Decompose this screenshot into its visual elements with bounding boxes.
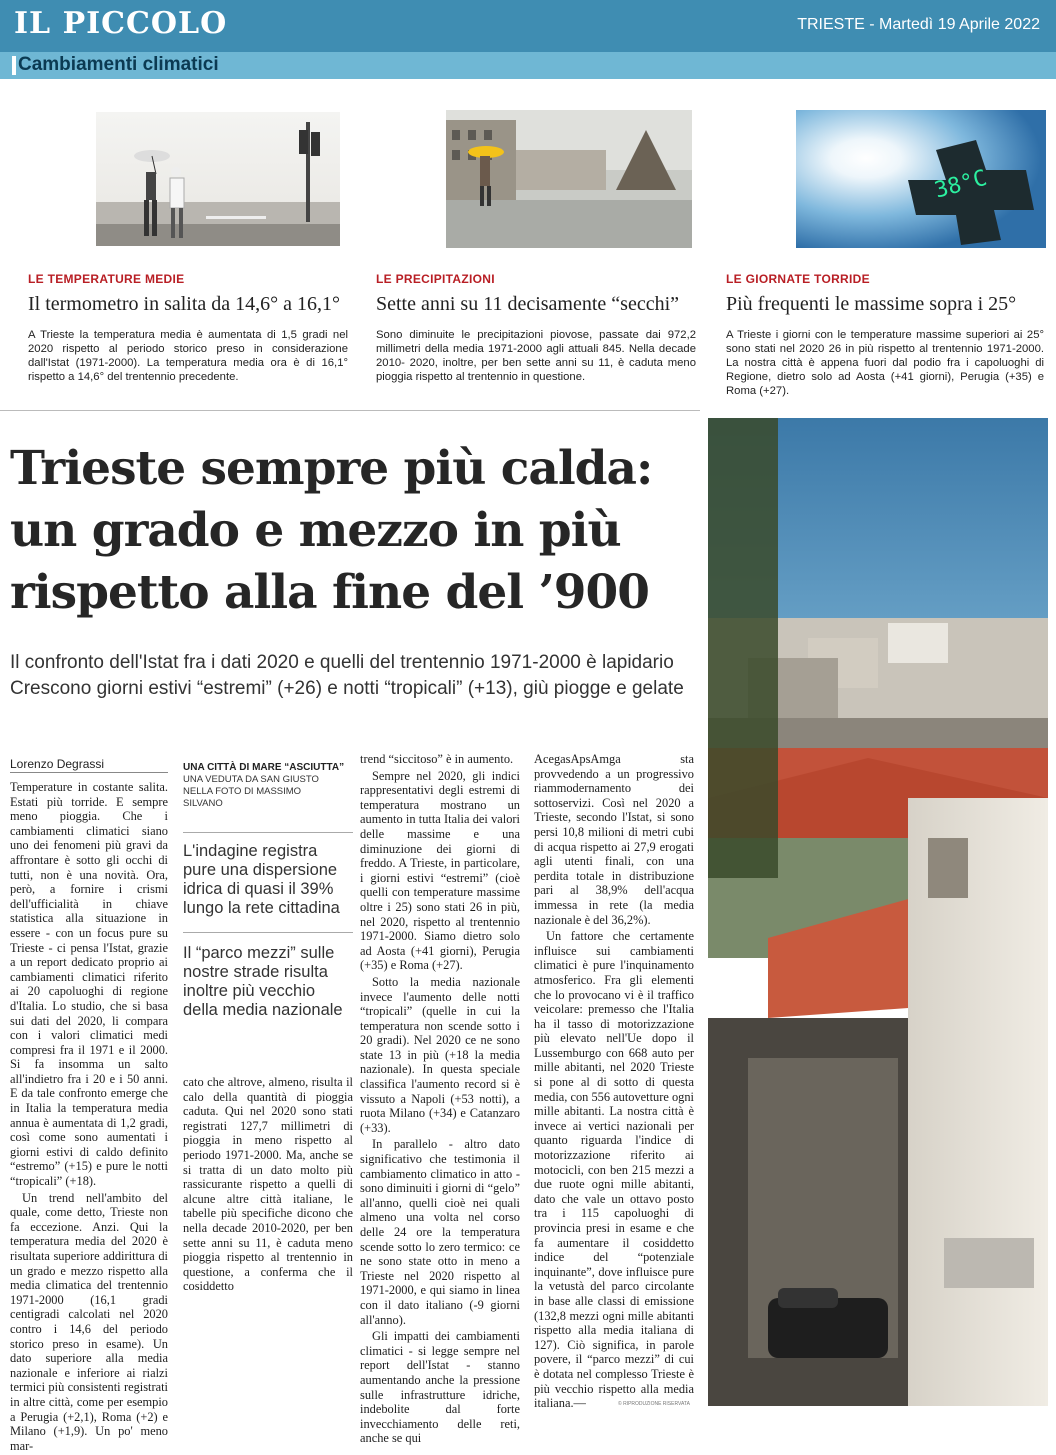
article-subhead [10, 650, 710, 702]
subhead-line: Crescono giorni estivi “estremi” (+26) e notti “tropicali” (+13), giù piogge e gelate [10, 678, 684, 699]
paragraph: AcegasApsAmga sta provvedendo a un progressivo riammodernamento dei sottoservizi. Così nel 2020 a Trieste, secondo l'Istat, si sono persi 10,8 milioni di metri cubi di acqua rispetto ai 27,9 erogati agli utenti finali, con una perdita totale in distribuzione pari al 38,9% dell'acqua immessa in rete (la media nazionale è del 36,2%). [534, 752, 694, 927]
photo-umbrella-street [96, 112, 340, 246]
photo-caption-kicker: UNA CITTÀ DI MARE “ASCIUTTA” [183, 762, 345, 773]
article-column-1 [10, 780, 168, 1455]
pull-quote: L'indagine registra pure una dispersione idrica di quasi il 39% lungo la rete cittadina [183, 842, 340, 917]
box-title: Sette anni su 11 decisamente “secchi” [376, 293, 680, 315]
article-column-4 [534, 752, 694, 1413]
paragraph: Un trend nell'ambito del quale, come detto, Trieste non fa eccezione. Anzi. Qui la temperatura media del 2020 è risultata superiore addirittura di un grado e mezzo rispetto alla media climatica del trentennio 1971-2000 (16,1 gradi centigradi calcolati nel 2020 contro i 14,6 del periodo storico preso in esame). Un dato superiore alla media nazionale e inferiore ai rialzi termici più consistenti registrati in altre città, come per esempio a Perugia (+2,1), Roma (+2) e Milano (+1,9). Un po' meno mar- [10, 1190, 168, 1453]
byline-rule [10, 772, 168, 773]
box-kicker: LE PRECIPITAZIONI [376, 272, 495, 286]
masthead [0, 0, 1056, 52]
subhead-line: Il confronto dell'Istat fra i dati 2020 e quelli del trentennio 1971-2000 è lapidario [10, 652, 674, 673]
box-text: A Trieste i giorni con le temperature massime superiori ai 25° sono stati nel 2020 26 in più rispetto al trentennio 1971-2000. La nostra città è appena fuori dal podio fra i capoluoghi di Regione, dietro solo ad Aosta (+41 giorni), Perugia (+35) e Roma (+27). [726, 329, 1044, 397]
section-bar [0, 52, 1056, 79]
photo-rainy-piazza [446, 110, 692, 248]
info-box-temperature [28, 272, 348, 384]
box-kicker: LE TEMPERATURE MEDIE [28, 272, 185, 286]
paragraph: Un fattore che certamente influisce sui cambiamenti climatici è pure l'inquinamento atmosferico. Fra gli elementi che lo provocano vi è il traffico veicolare: premesso che l'Italia ha il tasso di motorizzazione più elevato nell'Ue dopo il Lussemburgo con 668 auto per mille abitanti, nel 2020 Trieste si pone al di sotto di questa media, con 556 autovetture ogni mille abitanti. La nostra città è invece ai vertici nazionali per quanto riguarda l'indice di motorizzazione riferito ai motocicli, con ben 215 mezzi a due ruote ogni mille abitanti, dato che vale un ottavo posto tra i 115 capoluoghi di provincia presi in esame e che fa aumentare il cosiddetto indice del “potenziale inquinante”, dove influisce pure la vetustà del parco circolante in base alle classi di emissione (132,8 mezzi ogni mille abitanti rispetto alla media italiana di 127). Ciò significa, in parole povere, il “parco mezzi” di cui è dotata nel complesso Trieste è più vecchio rispetto alla media italiana.— [534, 929, 695, 1411]
newspaper-logo: IL PICCOLO [14, 6, 228, 41]
box-kicker: LE GIORNATE TORRIDE [726, 272, 870, 286]
paragraph: Sotto la media nazionale invece l'aumento delle notti “tropicali” (quelle in cui la temperatura non scende sotto i 20 gradi). Nel 2020 ce ne sono state 13 in più (+18 la media nazionale). In questa speciale classifica l'aumento record si è vissuto a Napoli (+53 notti), a ruota Milano (+34) e Catanzaro (+33). [360, 974, 520, 1135]
svg-text:38°C: 38°C [932, 165, 990, 204]
quote-rule [183, 832, 353, 833]
section-title: Cambiamenti climatici [18, 54, 219, 75]
box-title: Più frequenti le massime sopra i 25° [726, 293, 1017, 315]
paragraph: Gli impatti dei cambiamenti climatici - si legge sempre nel report dell'Istat - stanno aumentando anche la pressione sulle infrastrutture idriche, indebolite dal forte invecchiamento delle reti, anche se qui [360, 1329, 520, 1446]
info-box-hot-days [726, 272, 1044, 398]
section-marker [12, 56, 16, 75]
article-column-3 [360, 752, 520, 1448]
photo-trieste-view [708, 418, 1048, 1406]
box-text: A Trieste la temperatura media è aumentata di 1,5 gradi nel 2020 rispetto al periodo storico preso in considerazione dall'Istat (1971-2000). La temperatura media ora è di 16,1° rispetto a 14,6° del trentennio precedente. [28, 329, 348, 383]
dateline: TRIESTE - Martedì 19 Aprile 2022 [797, 16, 1040, 33]
photo-sun-thermometer [796, 110, 1046, 248]
box-text: Sono diminuite le precipitazioni piovose, passate dai 972,2 millimetri della media 1971-2000 agli attuali 845. Nella decade 2010- 2020, inoltre, per ben sette anni su 11, è caduta meno pioggia rispetto al trentennio in questione. [376, 329, 696, 383]
quote-rule [183, 932, 353, 933]
article-column-2 [183, 1075, 353, 1296]
paragraph: cato che altrove, almeno, risulta il calo della quantità di pioggia caduta. Qui nel 2020 sono stati registrati 127,7 millimetri di pioggia in meno rispetto al periodo 1971-2000. Ma, anche se si tratta di un dato molto più rassicurante rispetto a quelli di alcune altre città italiane, le tabelle più specifiche dicono che nella decade 2010-2020, per ben sette anni su 11, è caduta meno pioggia rispetto al trentennio in questione, a conferma che il cosiddetto [183, 1075, 353, 1294]
byline: Lorenzo Degrassi [10, 757, 105, 771]
box-title: Il termometro in salita da 14,6° a 16,1° [28, 293, 341, 315]
photo-caption-text: UNA VEDUTA DA SAN GIUSTO NELLA FOTO DI MASSIMO SILVANO [183, 774, 319, 809]
paragraph: Sempre nel 2020, gli indici rappresentativi degli estremi di temperatura mostrano un aumento in tutta Italia dei valori delle massime e una diminuzione dei giorni di freddo. A Trieste, in particolare, i giorni estivi “estremi” (cioè quelli con temperature massime oltre i 25) sono stati 26 in più, nel 2020, rispetto al trentennio 1971-2000. Siamo dietro solo ad Aosta (+41 giorni), Perugia (+35) e Roma (+27). [360, 768, 520, 973]
info-box-precipitation [376, 272, 696, 384]
copyright-note: © RIPRODUZIONE RISERVATA [618, 1401, 690, 1407]
paragraph: In parallelo - altro dato significativo che testimonia il cambiamento climatico in atto - sono diminuiti i giorni di “gelo” all'anno, quelli cioè nei quali almeno una volta nel corso delle 24 ore la temperatura scende sotto lo zero termico: ce ne sono state otto in meno a Trieste nel 2020 rispetto al 1971-2000, e qui siamo in linea con il dato italiano (-9 giorni all'anno). [360, 1137, 520, 1327]
paragraph: trend “siccitoso” è in aumento. [360, 752, 514, 766]
article-headline: Trieste sempre più calda: un grado e mezzo in più rispetto alla fine del ’900 [10, 441, 653, 620]
divider [0, 410, 700, 411]
paragraph: Temperature in costante salita. Estati più torride. E sempre meno pioggia. Che i cambiamenti climatici siano uno dei fenomeni più gravi da affrontare è sotto gli occhi di tutti, non è una novità. Ora, però, a fornire i crismi dell'ufficialità in chiave statistica alla situazione in essere - con un focus pure su Trieste - ci pensa l'Istat, grazie a un report dedicato proprio ai cambiamenti climatici riferito ai 20 capoluoghi di regione d'Italia. Lo studio, che si basa sui dati del 2020, li compara con i valori climatici medi compresi fra il 1971 e il 2000. Si fa insomma un salto all'indietro fra i 20 e i 50 anni. E da tale confronto emerge che in Italia la temperatura media annua è aumentata di 1,2 gradi, così come sono aumentati i giorni estivi di caldo definito “estremo” (+15) e pure le notti “tropicali” (+18). [10, 780, 168, 1189]
pull-quote: Il “parco mezzi” sulle nostre strade risulta inoltre più vecchio della media nazionale [183, 944, 343, 1019]
